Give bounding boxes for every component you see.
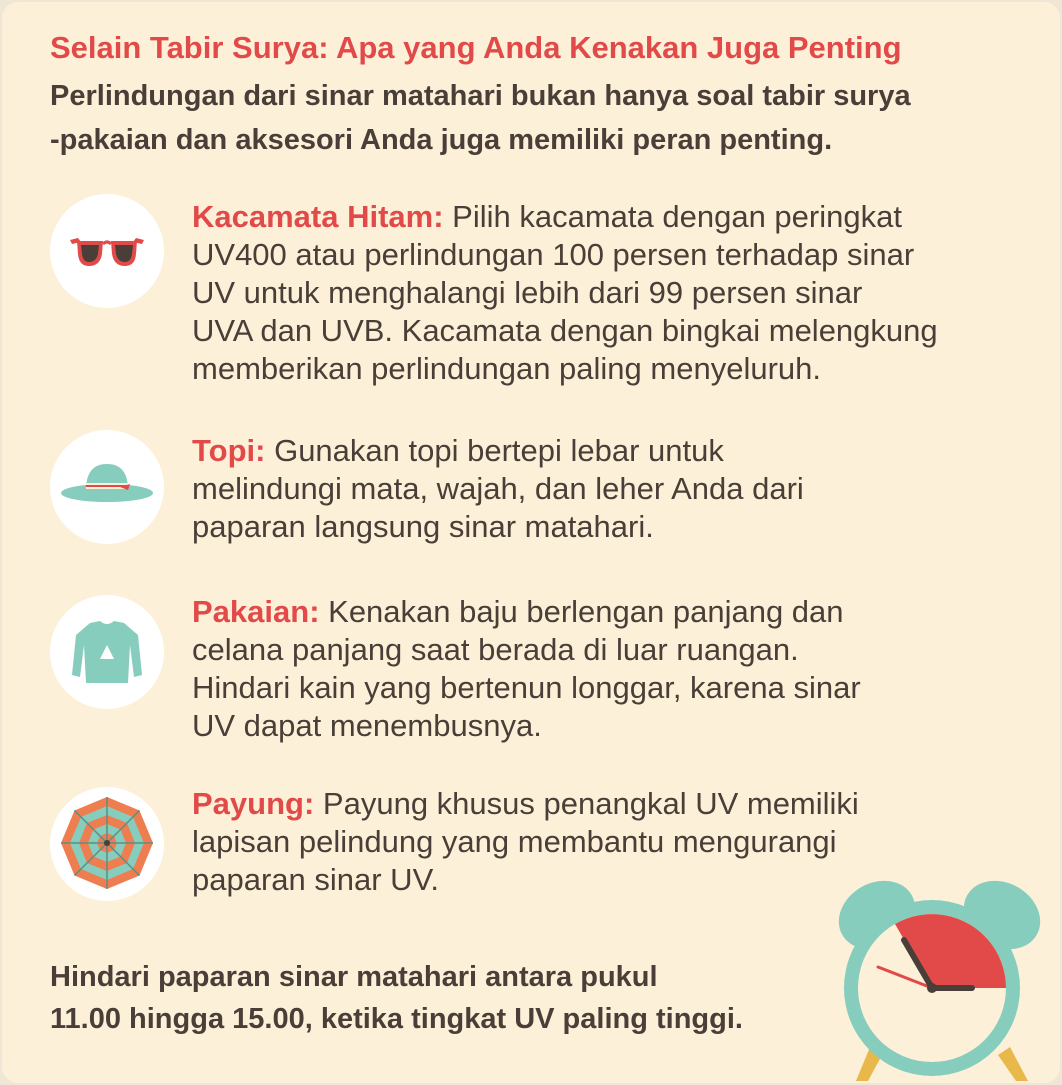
tip-label: Topi:	[192, 433, 266, 468]
alarm-clock-icon	[832, 875, 1062, 1085]
intro-text	[50, 74, 990, 162]
sunglasses-icon	[50, 194, 164, 308]
intro-line: -pakaian dan aksesori Anda juga memiliki peran penting.	[50, 124, 833, 156]
long-sleeve-shirt-icon	[50, 595, 164, 709]
page-title: Selain Tabir Surya: Apa yang Anda Kenakan Juga Penting	[50, 30, 902, 65]
tip-label: Pakaian:	[192, 594, 320, 629]
hat-icon	[50, 430, 164, 544]
tip-text: Kacamata Hitam: Pilih kacamata dengan peringkat UV400 atau perlindungan 100 persen terhadap sinar UV untuk menghalangi lebih dari 99 persen sinar UVA dan UVB. Kacamata dengan bingkai melengkung memberikan perlindungan paling menyeluruh.	[192, 199, 938, 386]
tip-text: Payung: Payung khusus penangkal UV memiliki lapisan pelindung yang membantu mengurangi paparan sinar UV.	[192, 786, 859, 897]
tip-label: Kacamata Hitam:	[192, 199, 444, 234]
intro-line: Perlindungan dari sinar matahari bukan hanya soal tabir surya	[50, 80, 911, 112]
closing-line: Hindari paparan sinar matahari antara pukul	[50, 961, 658, 993]
umbrella-icon	[50, 787, 164, 901]
tip-text: Pakaian: Kenakan baju berlengan panjang dan celana panjang saat berada di luar ruangan. Hindari kain yang bertenun longgar, karena sinar UV dapat menembusnya.	[192, 594, 861, 743]
tip-label: Payung:	[192, 786, 315, 821]
closing-line: 11.00 hingga 15.00, ketika tingkat UV paling tinggi.	[50, 1003, 743, 1035]
tip-text: Topi: Gunakan topi bertepi lebar untuk melindungi mata, wajah, dan leher Anda dari paparan langsung sinar matahari.	[192, 433, 804, 544]
closing-note	[50, 956, 743, 1040]
